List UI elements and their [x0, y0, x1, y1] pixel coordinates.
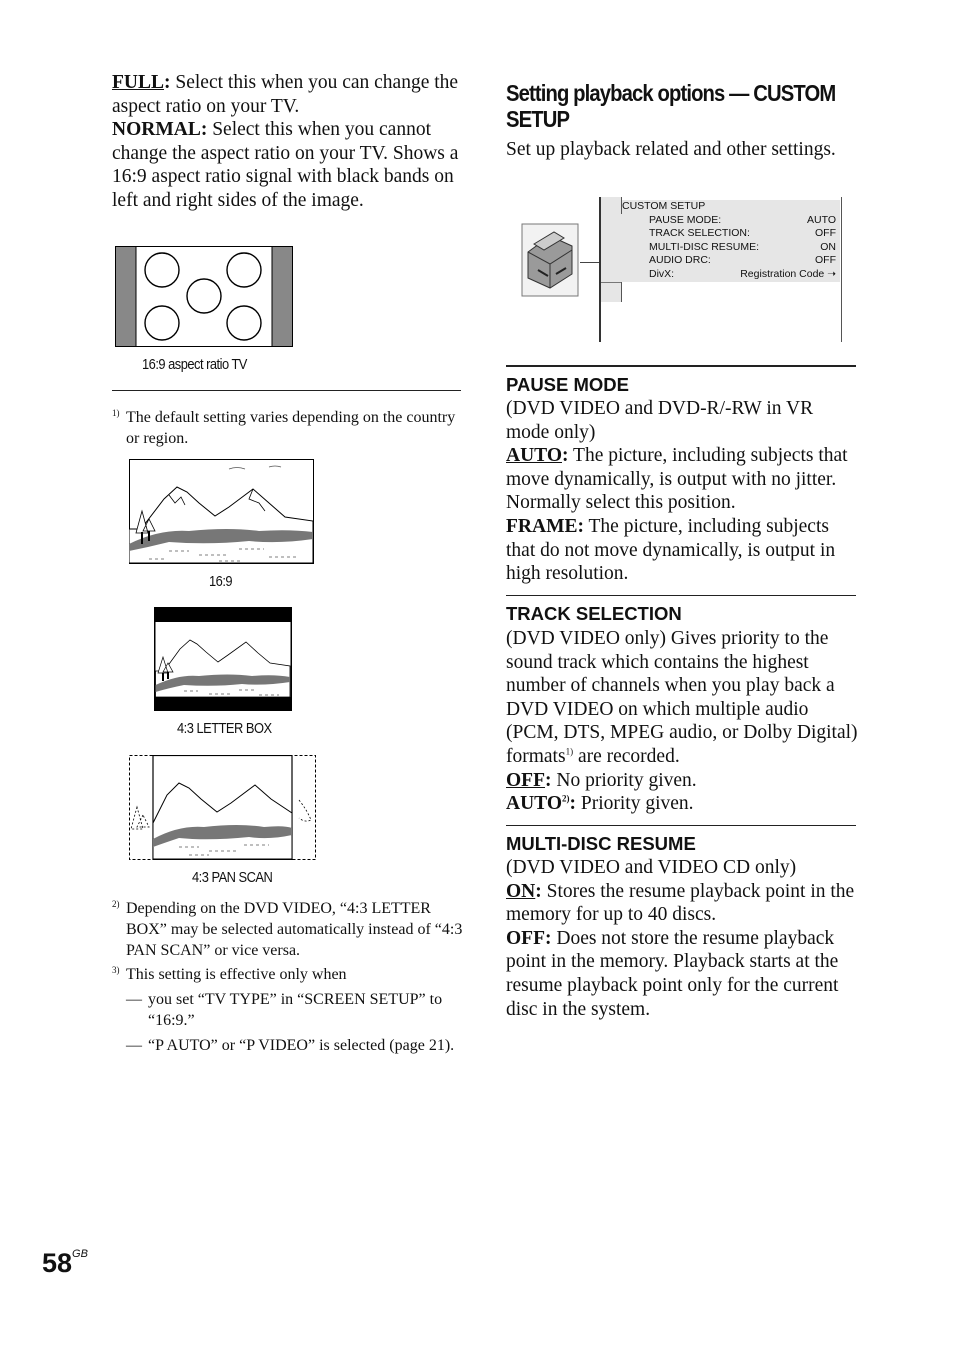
- page-region-suffix: GB: [72, 1248, 88, 1260]
- pause-frame-label: FRAME:: [506, 515, 584, 537]
- osd-pointer-line: [580, 262, 601, 263]
- track-selection-text: (DVD VIDEO only) Gives priority to the sound track which contains the highest number of channels when you play back a DVD VIDEO on which multiple audio (PCM, DTS, MPEG audio, or Dolby Digital) formats: [506, 628, 858, 767]
- footnote-2: [112, 898, 464, 961]
- pause-mode-heading: PAUSE MODE: [506, 374, 630, 395]
- pause-frame-text: The picture, including subjects that do not move dynamically, is output in high resolution.: [506, 515, 836, 585]
- footnote-1-text: The default setting varies depending on the country or region.: [126, 409, 456, 447]
- footnote-3: [112, 964, 464, 1056]
- resume-off-label: OFF:: [506, 927, 552, 949]
- osd-row-audio-drc[interactable]: AUDIO DRC: OFF: [649, 254, 836, 267]
- landscape-16-9-figure: [129, 459, 314, 564]
- track-off-text: No priority given.: [556, 769, 697, 791]
- footnote-3-bullet-1: — you set “TV TYPE” in “SCREEN SETUP” to “16:9.”: [126, 991, 443, 1029]
- section-rule: [506, 595, 856, 596]
- footnote-2-text: Depending on the DVD VIDEO, “4:3 LETTER BOX” may be selected automatically instead of “4:3 PAN SCAN” or vice versa.: [126, 900, 463, 959]
- osd-menu-screen: [599, 197, 842, 342]
- landscape-16-9-caption: 16:9: [209, 573, 233, 590]
- track-auto-footnote-ref: 2): [562, 793, 570, 804]
- osd-row-divx[interactable]: DivX: Registration Code ➝: [649, 267, 836, 280]
- full-description: Select this when you can change the aspect ratio on your TV.: [112, 72, 459, 117]
- pause-mode-body: (DVD VIDEO and DVD-R/-RW in VR mode only) AUTO: The picture, including subjects that move dynamically, is output with no jitter. Normally select this position. FRAME: The picture, including subjects that do not move dynamically, is output in high resolution.: [506, 397, 858, 586]
- pause-auto-text: The picture, including subjects that move dynamically, is output with no jitter. Normally select this position.: [506, 445, 848, 514]
- section-rule: [506, 365, 856, 367]
- page-number: $58^{GB}$: [42, 1248, 88, 1278]
- track-auto-text: Priority given.: [580, 793, 694, 815]
- track-auto-label: AUTO: [506, 793, 562, 815]
- osd-row-pause-mode[interactable]: PAUSE MODE: AUTO: [649, 213, 836, 226]
- footnote-1: [112, 407, 462, 449]
- pause-auto-label: AUTO: [506, 445, 562, 467]
- section-intro: Set up playback related and other settings.: [506, 139, 836, 160]
- track-off-label: OFF: [506, 769, 545, 791]
- multi-disc-resume-heading: MULTI-DISC RESUME: [506, 833, 696, 854]
- bullet-dash: —: [126, 991, 142, 1008]
- tv-aspect-ratio-figure: [115, 246, 293, 348]
- resume-on-text: Stores the resume playback point in the memory for up to 40 discs.: [506, 880, 855, 926]
- normal-description: Select this when you cannot change the aspect ratio on your TV. Shows a 16:9 aspect ratio signal with black bands on left and right sides of the image.: [112, 119, 459, 211]
- footnote-3-mark: 3): [112, 965, 120, 975]
- track-selection-body: (DVD VIDEO only) Gives priority to the sound track which contains the highest number of channels when you play back a DVD VIDEO on which multiple audio (PCM, DTS, MPEG audio, or Dolby Digital) formats$^{1)}$ are recorded. OFF: No priority given. AUTO$^{2)}$: Priority given.: [506, 628, 858, 815]
- osd-row-multi-disc-resume[interactable]: MULTI-DISC RESUME: ON: [649, 240, 836, 253]
- footnote-2-mark: 2): [112, 899, 120, 909]
- osd-title: CUSTOM SETUP: [622, 200, 840, 214]
- arrow-right-icon: ➝: [827, 267, 836, 280]
- full-normal-paragraph: FULL: Select this when you can change the aspect ratio on your TV. NORMAL: Select this when you cannot change the aspect ratio on your TV. Shows a 16:9 aspect ratio signal with black bands on left and right sides of the image.: [112, 72, 459, 211]
- footnote-3-bullet-2: — “P AUTO” or “P VIDEO” is selected (page 21).: [126, 1037, 455, 1054]
- pan-scan-caption: 4:3 PAN SCAN: [192, 869, 273, 886]
- footnote-1-mark: 1): [112, 408, 120, 418]
- setup-toolbox-icon: [520, 222, 580, 298]
- track-footnote-ref: 1): [565, 746, 574, 757]
- osd-row-track-selection[interactable]: TRACK SELECTION: OFF: [649, 227, 836, 240]
- resume-off-text: Does not store the resume playback point in the memory. Playback starts at the resume playback point only for the current disc in the system.: [506, 927, 839, 1020]
- resume-on-label: ON: [506, 880, 536, 902]
- letterbox-caption: 4:3 LETTER BOX: [177, 720, 272, 737]
- pan-scan-figure: [129, 755, 316, 860]
- bullet-dash: —: [126, 1037, 142, 1054]
- section-rule: [506, 825, 856, 826]
- letterbox-figure: [154, 607, 292, 711]
- track-selection-heading: TRACK SELECTION: [506, 603, 682, 624]
- footnote-divider: [112, 390, 461, 391]
- osd-menu-panel: [622, 200, 840, 282]
- tv-figure-caption: 16:9 aspect ratio TV: [142, 356, 247, 373]
- resume-scope: (DVD VIDEO and VIDEO CD only): [506, 857, 797, 878]
- pause-mode-scope: (DVD VIDEO and DVD-R/-RW in VR mode only): [506, 398, 814, 443]
- footnote-3-text: This setting is effective only when: [126, 966, 347, 983]
- full-label: FULL: [112, 72, 165, 93]
- multi-disc-resume-body: (DVD VIDEO and VIDEO CD only) ON: Stores the resume playback point in the memory for up to 40 discs. OFF: Does not store the resume playback point in the memory. Playback starts at the resume playback point only for the current disc in the system.: [506, 856, 858, 1021]
- section-heading: Setting playback options — CUSTOM SETUP: [506, 80, 836, 132]
- normal-label: NORMAL:: [112, 119, 208, 141]
